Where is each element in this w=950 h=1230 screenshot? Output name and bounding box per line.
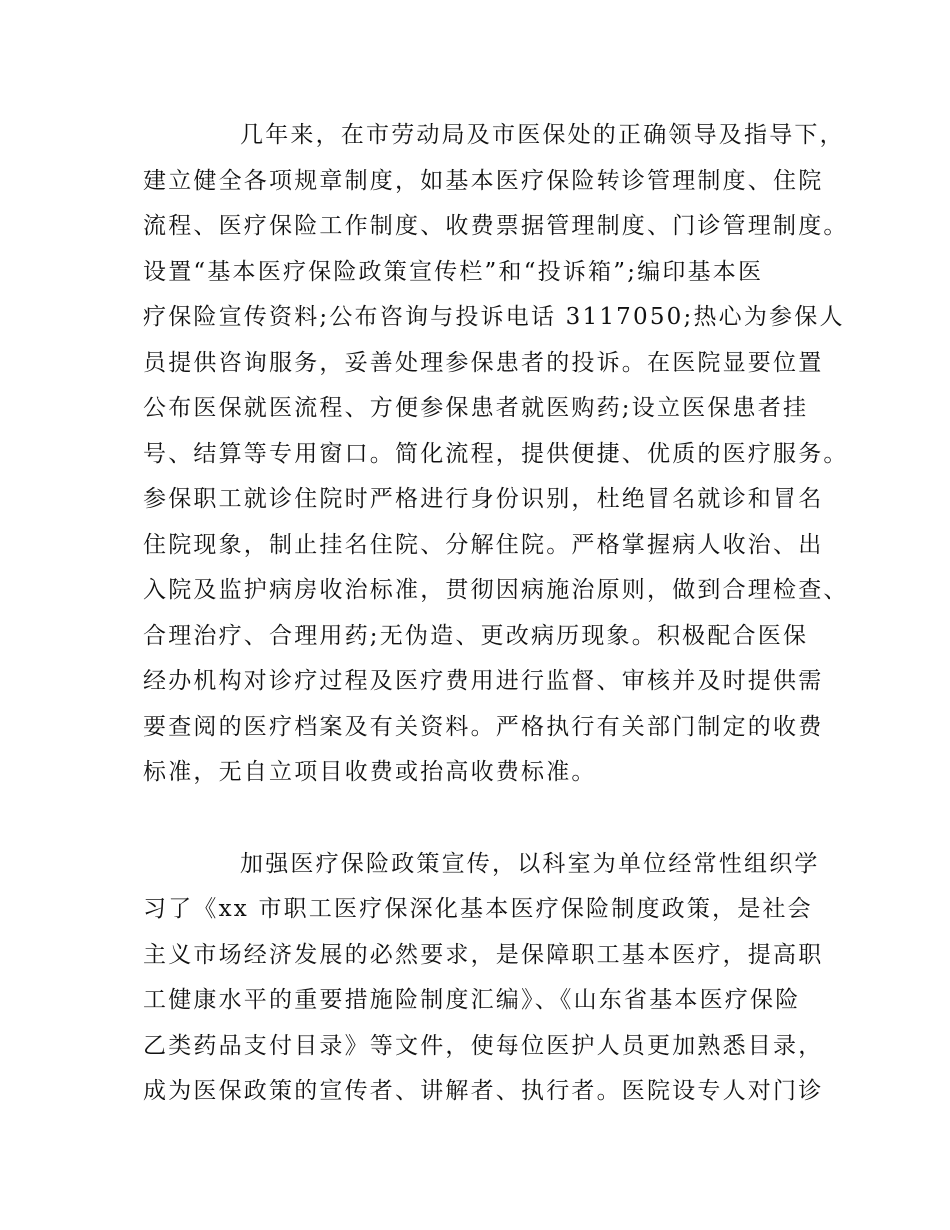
text-line: 经办机构对诊疗过程及医疗费用进行监督、审核并及时提供需 (143, 668, 824, 694)
text-line: 建立健全各项规章制度，如基本医疗保险转诊管理制度、住院 (143, 168, 824, 194)
text-line: 成为医保政策的宣传者、讲解者、执行者。医院设专人对门诊 (143, 1078, 824, 1104)
text-line: 流程、医疗保险工作制度、收费票据管理制度、门诊管理制度。 (143, 213, 849, 239)
text-line: 号、结算等专用窗口。简化流程，提供便捷、优质的医疗服务。 (143, 441, 849, 467)
text-line: 几年来，在市劳动局及市医保处的正确领导及指导下， (240, 122, 845, 148)
text-line: 疗保险宣传资料;公布咨询与投诉电话 3117050;热心为参保人 (143, 304, 845, 330)
text-line: 入院及监护病房收治标准，贯彻因病施治原则，做到合理检查、 (143, 577, 849, 603)
text-line: 员提供咨询服务，妥善处理参保患者的投诉。在医院显要位置 (143, 350, 824, 376)
text-line: 工健康水平的重要措施险制度汇编》、《山东省基本医疗保险 (143, 987, 801, 1013)
text-line: 公布医保就医流程、方便参保患者就医购药;设立医保患者挂 (143, 395, 809, 421)
text-line: 主义市场经济发展的必然要求，是保障职工基本医疗，提高职 (143, 942, 824, 968)
text-line: 住院现象，制止挂名住院、分解住院。严格掌握病人收治、出 (143, 532, 824, 558)
text-line: 设置“基本医疗保险政策宣传栏”和“投诉箱”;编印基本医 (143, 259, 764, 285)
text-line: 要查阅的医疗档案及有关资料。严格执行有关部门制定的收费 (143, 714, 824, 740)
text-line: 习了《xx 市职工医疗保深化基本医疗保险制度政策，是社会 (143, 896, 813, 922)
text-line: 标准，无自立项目收费或抬高收费标准。 (143, 759, 597, 785)
text-line: 乙类药品支付目录》等文件，使每位医护人员更加熟悉目录， (143, 1033, 824, 1059)
text-line: 合理治疗、合理用药;无伪造、更改病历现象。积极配合医保 (143, 623, 809, 649)
text-line: 加强医疗保险政策宣传，以科室为单位经常性组织学 (240, 851, 820, 877)
text-line: 参保职工就诊住院时严格进行身份识别，杜绝冒名就诊和冒名 (143, 486, 824, 512)
